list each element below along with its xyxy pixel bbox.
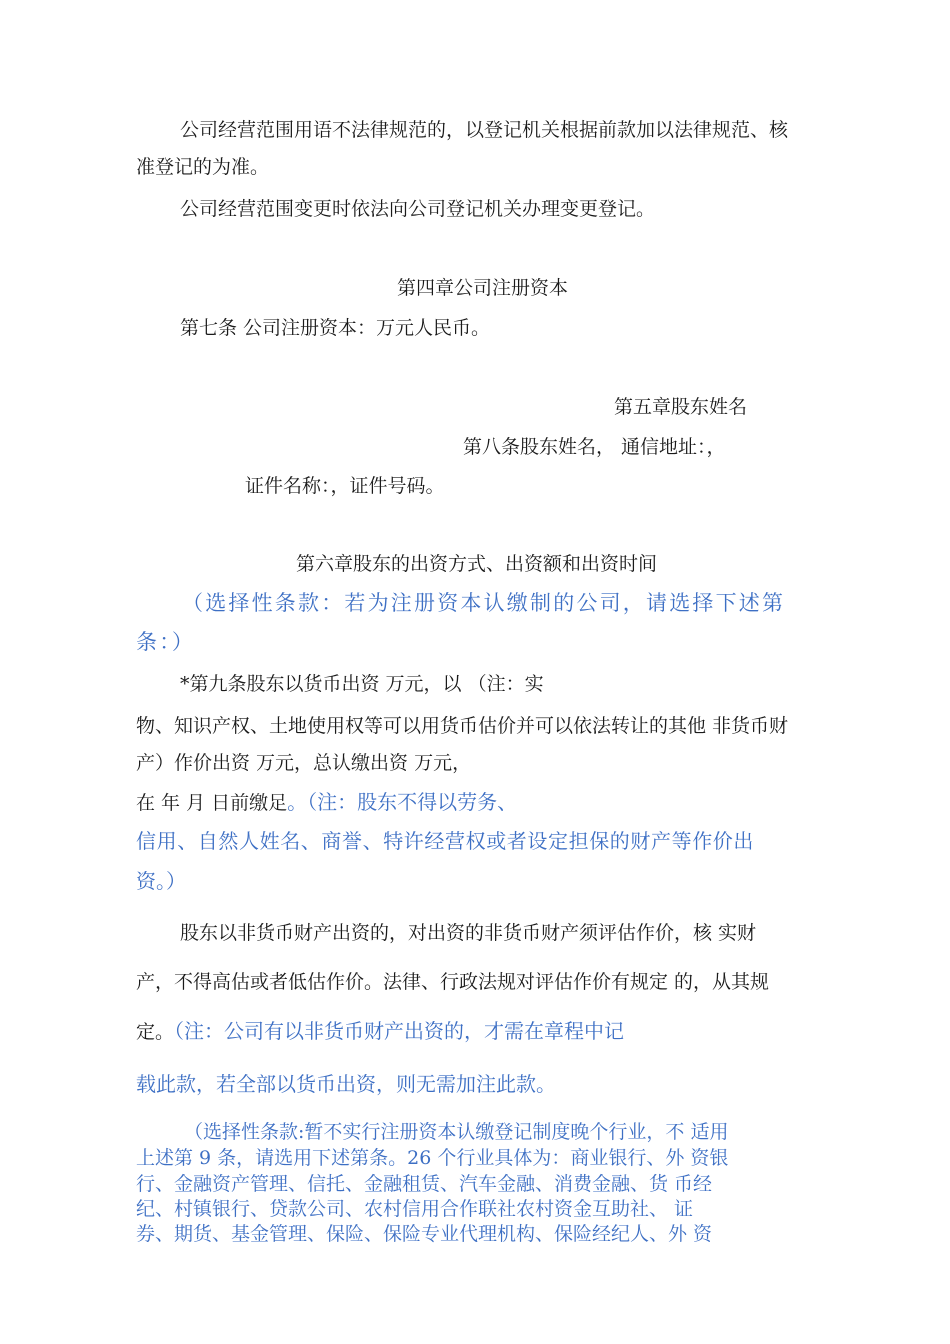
chapter-5-heading: 第五章股东姓名 [614,396,748,418]
paragraph-scope-wording-cont: 准登记的为准。 [136,156,270,178]
non-monetary-note: （注：公司有以非货币财产出资的，才需在章程中记 [174,1019,625,1043]
non-monetary-paragraph-cont: 产，不得高估或者低估作价。法律、行政法规对评估作价有规定 的，从其规 [136,971,770,993]
article-9: *第九条股东以货币出资 万元，以 （注：实 [180,673,544,695]
article-9-cont-1: 物、知识产权、土地使用权等可以用货币估价并可以依法转让的其他 非货币财 [136,715,789,737]
contribution-note-cont-1: 信用、自然人姓名、商誉、特许经营权或者设定担保的财产等作价出 [136,829,754,853]
optional-clause-industries: （选择性条款:暂不实行注册资本认缴登记制度晚个行业，不 适用 [184,1121,729,1143]
article-8-cont: 证件名称：，证件号码。 [245,475,445,497]
contribution-note-cont-2: 资。） [136,869,186,893]
non-monetary-end-text: 定。 [136,1021,175,1043]
optional-clause-industries-cont-3: 纪、村镇银行、贷款公司、农村信用合作联社农村资金互助社、 证 [136,1198,694,1220]
article-9-deadline: 在 年 月 日前缴足 [136,792,288,814]
chapter-6-heading: 第六章股东的出资方式、出资额和出资时间 [296,553,658,575]
article-9-cont-2: 产）作价出资 万元，总认缴出资 万元， [136,752,472,774]
optional-clause-industries-cont-4: 券、期货、基金管理、保险、保险专业代理机构、保险经纪人、外 资 [136,1223,713,1245]
optional-clause-note-cont: 条：） [136,630,196,654]
non-monetary-note-cont: 载此款，若全部以货币出资，则无需加注此款。 [136,1072,556,1096]
paragraph-scope-change: 公司经营范围变更时依法向公司登记机关办理变更登记。 [180,198,656,220]
article-7: 第七条 公司注册资本：万元人民币。 [180,317,491,339]
non-monetary-paragraph-end [136,1018,624,1045]
article-8: 第八条股东姓名， 通信地址：， [463,436,726,458]
non-monetary-paragraph: 股东以非货币财产出资的，对出资的非货币财产须评估作价，核 实财 [180,922,757,944]
paragraph-scope-wording: 公司经营范围用语不法律规范的，以登记机关根据前款加以法律规范、核 [180,119,789,141]
article-9-cont-3 [136,789,517,816]
optional-clause-note: （选择性条款：若为注册资本认缴制的公司，请选择下述第 [182,591,786,615]
optional-clause-industries-cont-2: 行、金融资产管理、信托、金融租赁、汽车金融、消费金融、货 币经 [136,1173,713,1195]
contribution-note: 。（注：股东不得以劳务、 [287,790,518,814]
chapter-4-heading: 第四章公司注册资本 [397,277,569,299]
optional-clause-industries-cont-1: 上述第 9 条，请选用下述第条。26 个行业具体为：商业银行、外 资银 [136,1147,729,1169]
